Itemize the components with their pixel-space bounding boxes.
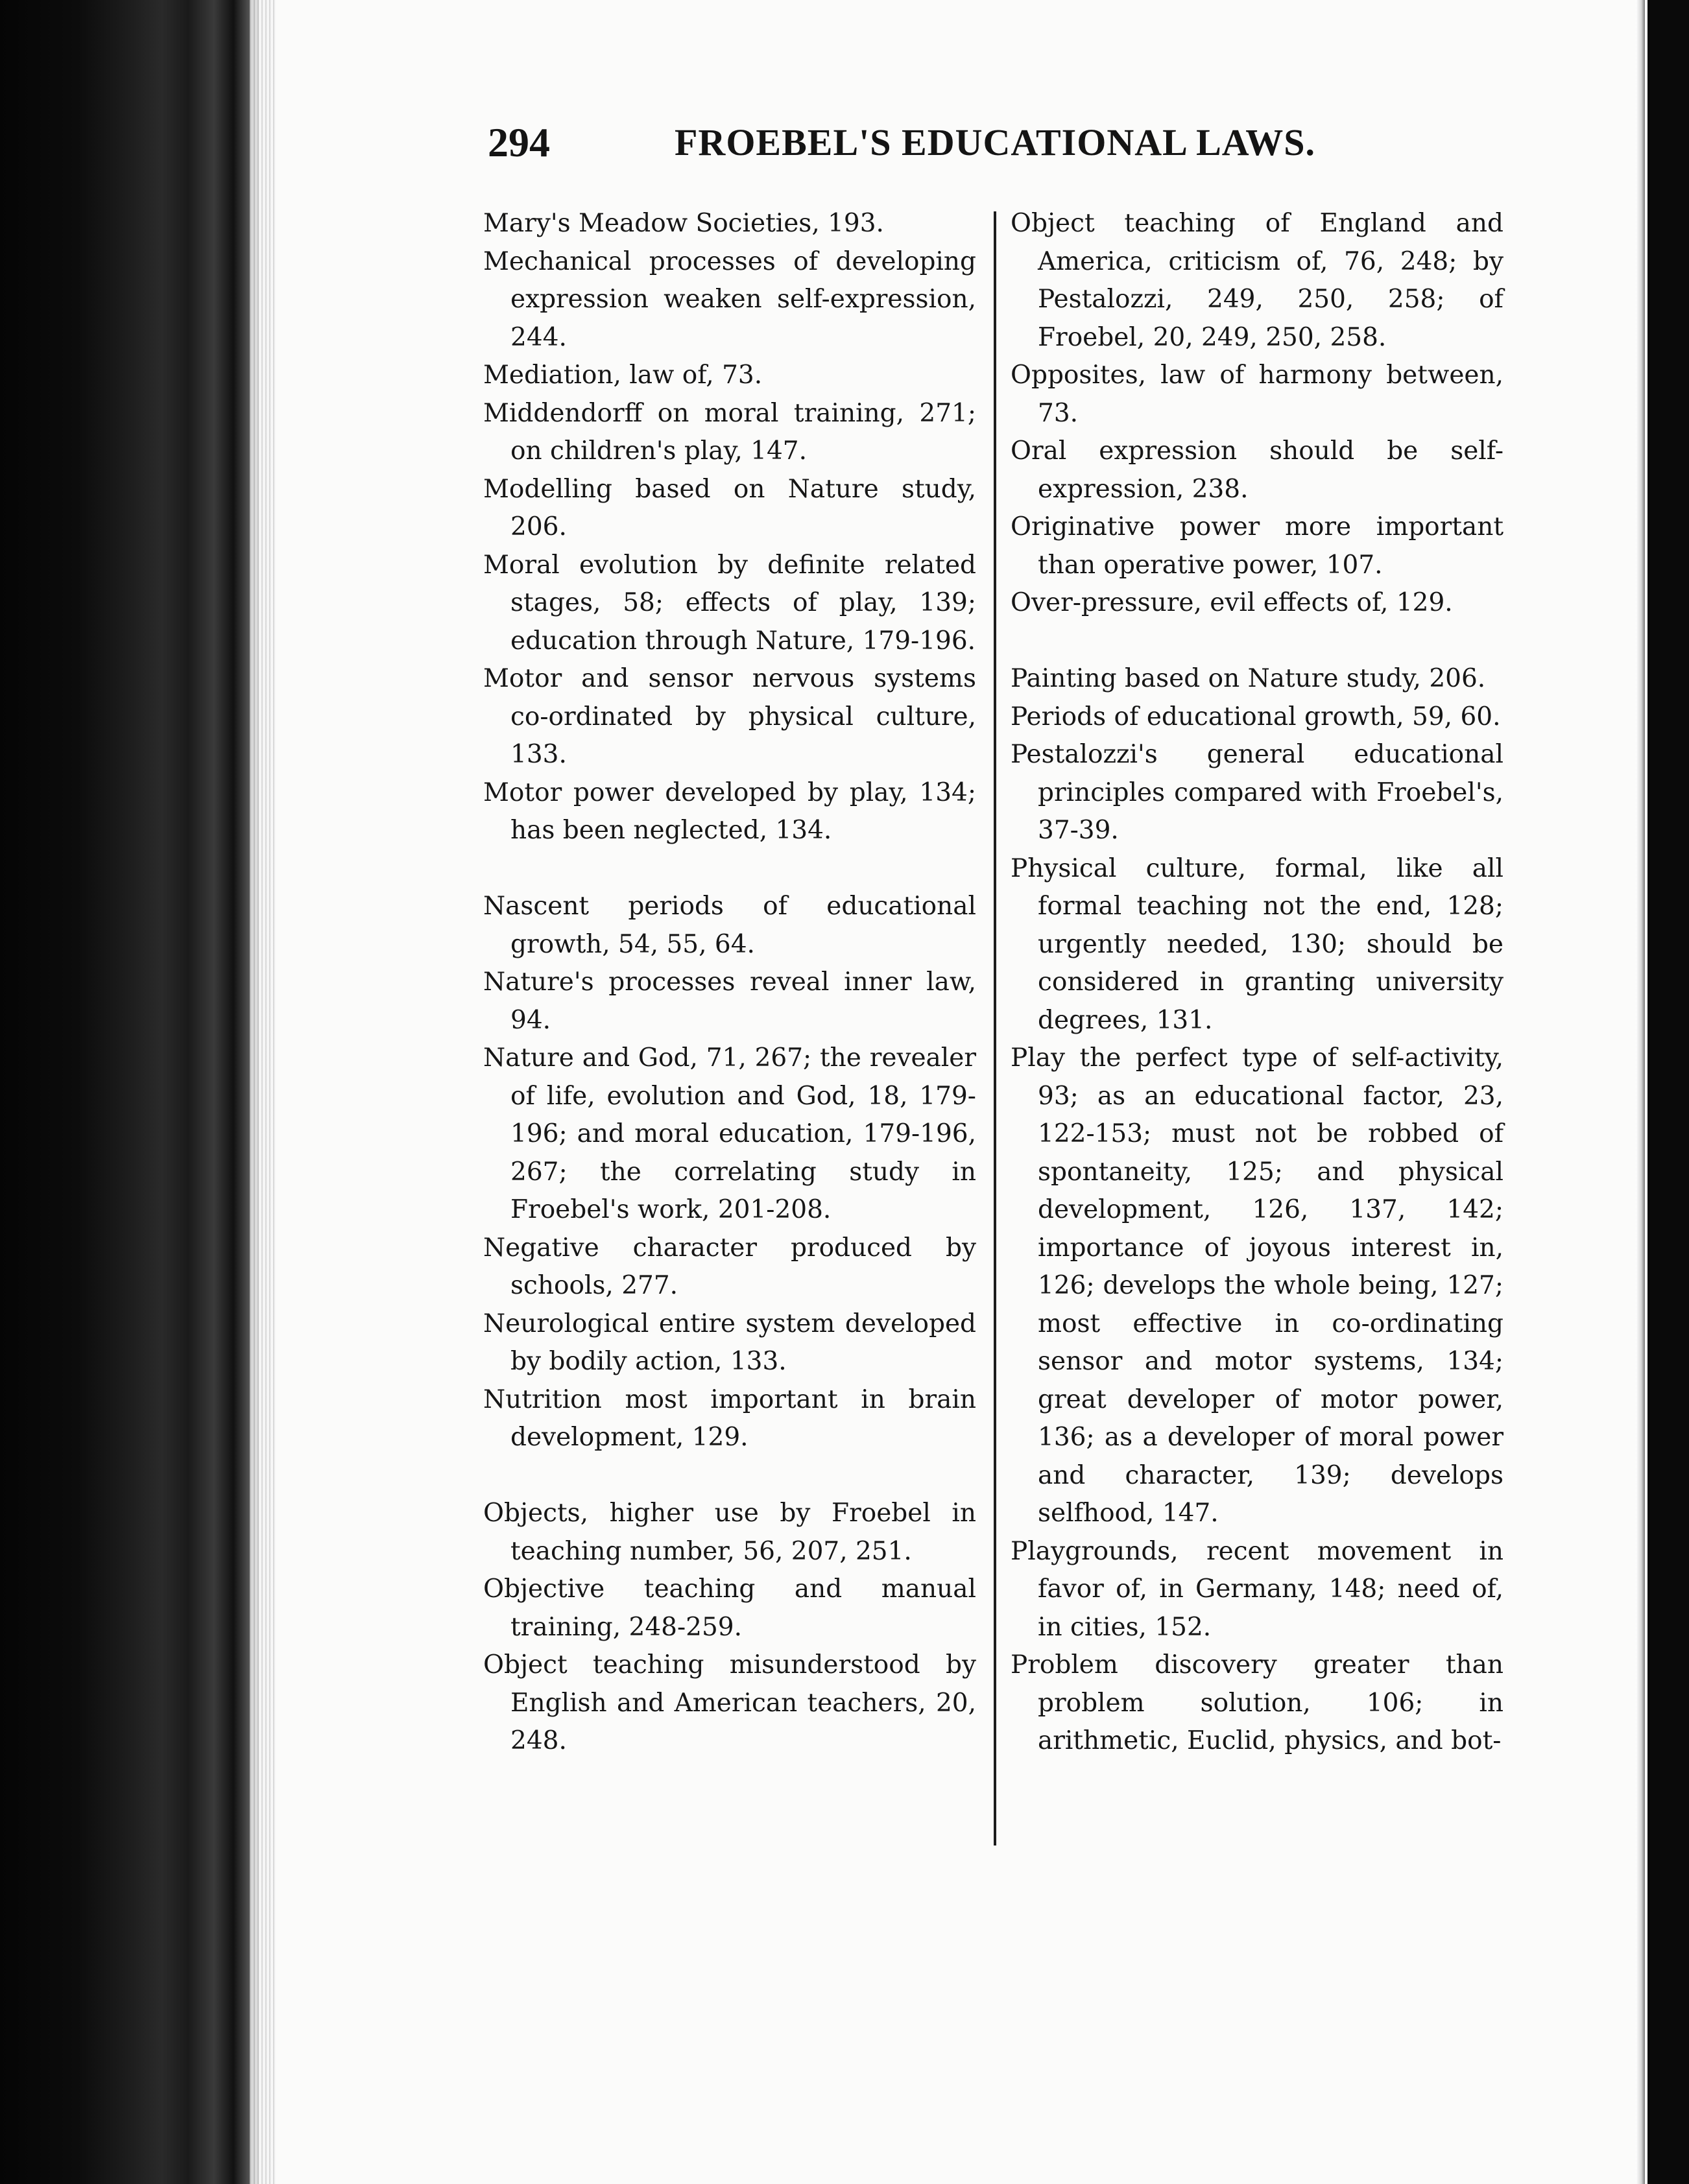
page-edge-lines [250, 0, 276, 2184]
right-dark-band [1647, 0, 1689, 2184]
index-entry: Mary's Meadow Societies, 193. [483, 209, 884, 238]
index-entry: Oral expression should be self-expression, 238. [1011, 436, 1503, 504]
index-column-left [483, 205, 976, 1761]
index-letter-gap [483, 1457, 976, 1495]
index-entry: Painting based on Nature study, 206. [1011, 664, 1486, 693]
index-entry: Originative power more important than operative power, 107. [1011, 512, 1503, 580]
index-entry: Nature's processes reveal inner law, 94. [483, 967, 976, 1035]
index-entry: Objects, higher use by Froebel in teaching number, 56, 207, 251. [483, 1499, 976, 1566]
index-entry: Over-pressure, evil effects of, 129. [1011, 588, 1453, 617]
running-title: FROEBEL'S EDUCATIONAL LAWS. [675, 121, 1315, 163]
index-entry: Mechanical processes of developing expression weaken self-expression, 244. [483, 246, 976, 352]
index-entry: Mediation, law of, 73. [483, 361, 763, 390]
index-entry: Play the perfect type of self-activity, 93; as an educational factor, 23, 122-153; must not be robbed of spontaneity, 125; and physical development, 126, 137, 142; importance of joyous interest in, 126; develops the whole being, 127; most effective in co-ordinating sensor and motor systems, 134; great developer of motor power, 136; as a developer of moral power and character, 139; develops selfhood, 147. [1011, 1043, 1503, 1528]
index-letter-gap [483, 850, 976, 888]
page-number: 294 [488, 119, 550, 165]
index-entry: Neurological entire system developed by bodily action, 133. [483, 1309, 976, 1376]
running-head [488, 117, 1324, 169]
index-entry: Object teaching misunderstood by English and American teachers, 20, 248. [483, 1650, 976, 1755]
index-letter-gap [1011, 623, 1503, 661]
index-entry: Moral evolution by definite related stages, 58; effects of play, 139; education through Nature, 179-196. [483, 550, 976, 656]
index-entry: Nutrition most important in brain development, 129. [483, 1384, 976, 1452]
index-entry: Middendorff on moral training, 271; on children's play, 147. [483, 398, 976, 466]
index-entry: Physical culture, formal, like all formal teaching not the end, 128; urgently needed, 130; should be considered in granting university degrees, 131. [1011, 853, 1503, 1035]
index-entry: Object teaching of England and America, criticism of, 76, 248; by Pestalozzi, 249, 250, 258; of Froebel, 20, 249, 250, 258. [1011, 209, 1503, 352]
index-entry: Motor power developed by play, 134; has been neglected, 134. [483, 777, 976, 845]
index-entry: Periods of educational growth, 59, 60. [1011, 702, 1501, 731]
index-column-right [1011, 205, 1503, 1761]
book-gutter-shadow [0, 0, 259, 2184]
index-entry: Motor and sensor nervous systems co-ordinated by physical culture, 133. [483, 664, 976, 769]
index-entry: Negative character produced by schools, 277. [483, 1233, 976, 1300]
index-entry: Problem discovery greater than problem solution, 106; in arithmetic, Euclid, physics, and bot- [1011, 1650, 1503, 1755]
index-entry: Objective teaching and manual training, 248-259. [483, 1574, 976, 1642]
index-entry: Playgrounds, recent movement in favor of, in Germany, 148; need of, in cities, 152. [1011, 1536, 1503, 1642]
index-entry: Pestalozzi's general educational principles compared with Froebel's, 37-39. [1011, 740, 1503, 845]
right-page-edge [1636, 0, 1645, 2184]
column-divider-rule [994, 211, 996, 1846]
index-entry: Modelling based on Nature study, 206. [483, 474, 976, 541]
index-entry: Nature and God, 71, 267; the revealer of life, evolution and God, 18, 179-196; and moral education, 179-196, 267; the correlating study in Froebel's work, 201-208. [483, 1043, 976, 1224]
index-entry: Nascent periods of educational growth, 54, 55, 64. [483, 892, 976, 959]
index-entry: Opposites, law of harmony between, 73. [1011, 361, 1503, 428]
